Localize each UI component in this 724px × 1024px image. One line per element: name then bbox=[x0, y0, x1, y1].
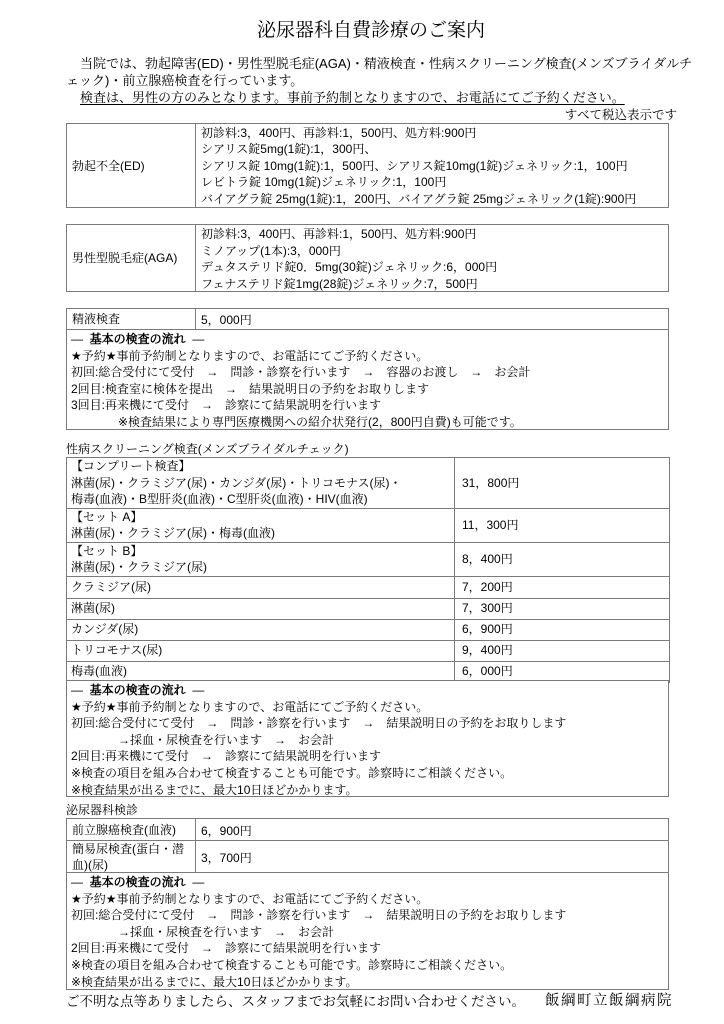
aga-price-line: デュタステリド錠0．5mg(30錠)ジェネリック:6，000円 bbox=[201, 260, 498, 274]
ed-price-line: シアリス錠5mg(1錠):1，300円、 bbox=[201, 142, 377, 157]
std-heading: 性病スクリーニング検査(メンズブライダルチェック) bbox=[66, 442, 349, 456]
aga-label: 男性型脱毛症(AGA) bbox=[67, 225, 196, 291]
urology-row bbox=[66, 818, 669, 841]
table-row bbox=[67, 508, 670, 542]
std-item-detail: 淋菌(尿)・クラミジア(尿) bbox=[71, 560, 207, 574]
aga-price-line: フェナステリド錠1mg(28錠)ジェネリック:7，500円 bbox=[201, 276, 478, 291]
std-item-detail: 淋菌(尿)・クラミジア(尿)・梅毒(血液) bbox=[71, 526, 275, 540]
semen-test-label: 精液検査 bbox=[67, 309, 196, 329]
ed-price-line: バイアグラ錠 25mg(1錠):1，200円、バイアグラ錠 25mgジェネリック(1錠):900円 bbox=[201, 191, 637, 206]
std-price: 7，300円 bbox=[455, 598, 670, 619]
flow-line: →採血・尿検査を行います → お会計 bbox=[118, 732, 335, 747]
flow-line: 初回:総合受付にて受付 → 問診・診察を行います → 結果説明日の予約をお取りします bbox=[71, 716, 567, 731]
table-row bbox=[67, 458, 670, 509]
dash: ― bbox=[71, 332, 83, 346]
flow-line: 3回目:再来機にて受付 → 診察にて結果説明を行います bbox=[71, 398, 382, 413]
std-item: カンジダ(尿) bbox=[67, 619, 455, 640]
std-item-detail: 淋菌(尿)・クラミジア(尿)・カンジダ(尿)・トリコモナス(尿)・ bbox=[71, 475, 402, 490]
flow-line: ★予約★事前予約制となりますので、お電話にてご予約ください。 bbox=[71, 891, 429, 906]
std-item-title: 【コンプリート検査】 bbox=[71, 459, 191, 473]
flow-heading bbox=[71, 331, 664, 348]
std-item bbox=[67, 508, 455, 542]
flow-line: 2回目:再来機にて受付 → 診察にて結果説明を行います bbox=[71, 749, 382, 764]
ed-price-line: レビトラ錠 10mg(1錠)ジェネリック:1，100円 bbox=[201, 175, 447, 190]
flow-note: ※検査結果が出るまでに、最大10日ほどかかります。 bbox=[71, 782, 358, 797]
intro-line-2: ェック)・前立腺癌検査を行っています。 bbox=[66, 73, 304, 88]
ed-price-line: シアリス錠 10mg(1錠):1，500円、シアリス錠10mg(1錠)ジェネリック:1，100円 bbox=[201, 158, 628, 173]
std-item-title: 【セット B】 bbox=[71, 543, 143, 558]
table-row bbox=[67, 542, 670, 576]
aga-table bbox=[66, 224, 669, 292]
std-price: 11，300円 bbox=[455, 508, 670, 542]
std-item: 梅毒(血液) bbox=[67, 661, 455, 682]
aga-price-line: ミノアップ(1本):3，000円 bbox=[201, 243, 341, 258]
ed-price-line: 初診料:3，400円、再診料:1，500円、処方料:900円 bbox=[201, 126, 477, 140]
std-item-title: 【セット A】 bbox=[71, 509, 143, 524]
flow-heading-text: 基本の検査の流れ bbox=[89, 683, 186, 697]
flow-heading bbox=[71, 682, 664, 699]
ed-label: 勃起不全(ED) bbox=[67, 124, 196, 207]
std-item-detail: 梅毒(血液)・B型肝炎(血液)・C型肝炎(血液)・HIV(血液) bbox=[71, 492, 368, 506]
page-title: 泌尿器科自費診療のご案内 bbox=[257, 20, 486, 41]
flow-heading-text: 基本の検査の流れ bbox=[89, 875, 186, 889]
dash: ― bbox=[192, 332, 205, 346]
semen-test-price: 5，000円 bbox=[201, 313, 252, 327]
std-price: 6，900円 bbox=[455, 619, 670, 640]
flow-note: ※検査の項目を組み合わせて検査することも可能です。診察時にご相談ください。 bbox=[71, 765, 513, 780]
semen-test-flow bbox=[66, 329, 669, 430]
flow-line: ★予約★事前予約制となりますので、お電話にてご予約ください。 bbox=[71, 348, 429, 363]
dash: ― bbox=[71, 683, 83, 697]
table-row bbox=[67, 619, 670, 640]
ed-table bbox=[66, 123, 669, 208]
urology-price: 3，700円 bbox=[201, 850, 252, 865]
std-price: 6，000円 bbox=[455, 661, 670, 682]
std-price: 9，400円 bbox=[455, 640, 670, 661]
urology-item: 簡易尿検査(蛋白・潜血)(尿) bbox=[67, 841, 196, 872]
table-row bbox=[67, 576, 670, 598]
table-row bbox=[67, 598, 670, 619]
flow-line: →採血・尿検査を行います → お会計 bbox=[118, 924, 335, 939]
flow-line: 初回:総合受付にて受付 → 問診・診察を行います → 容器のお渡し → お会計 bbox=[71, 365, 531, 380]
std-item: 淋菌(尿) bbox=[67, 598, 455, 619]
aga-price-line: 初診料:3，400円、再診料:1，500円、処方料:900円 bbox=[201, 227, 477, 241]
intro-line-1: 当院では、勃起障害(ED)・男性型脱毛症(AGA)・精液検査・性病スクリーニング検査(メンズブライダルチ bbox=[80, 56, 693, 71]
dash: ― bbox=[192, 683, 205, 697]
flow-line: 初回:総合受付にて受付 → 問診・診察を行います → 結果説明日の予約をお取りします bbox=[71, 908, 567, 923]
semen-test-row bbox=[66, 308, 669, 330]
hospital-name: 飯綱町立飯綱病院 bbox=[545, 993, 673, 1009]
std-price-table bbox=[66, 457, 670, 683]
std-item bbox=[67, 458, 455, 509]
aga-price-list bbox=[196, 225, 668, 291]
std-price: 8，400円 bbox=[455, 542, 670, 576]
urology-row bbox=[66, 840, 669, 873]
dash: ― bbox=[71, 875, 83, 889]
std-item bbox=[67, 542, 455, 576]
urology-item: 前立腺癌検査(血液) bbox=[67, 819, 196, 840]
std-item: トリコモナス(尿) bbox=[67, 640, 455, 661]
flow-line: ★予約★事前予約制となりますので、お電話にてご予約ください。 bbox=[71, 699, 429, 714]
footer-message: ご不明な点等ありましたら、スタッフまでお気軽にお問い合わせください。 bbox=[66, 994, 525, 1009]
flow-note: ※検査結果により専門医療機関への紹介状発行(2，800円自費)も可能です。 bbox=[118, 414, 522, 429]
std-price: 31，800円 bbox=[455, 458, 670, 509]
std-price: 7，200円 bbox=[455, 576, 670, 598]
tax-note: すべて税込表示です bbox=[564, 108, 677, 122]
urology-price: 6，900円 bbox=[201, 823, 252, 838]
flow-note: ※検査の項目を組み合わせて検査することも可能です。診察時にご相談ください。 bbox=[71, 957, 513, 972]
urology-flow bbox=[66, 872, 669, 990]
table-row bbox=[67, 640, 670, 661]
flow-line: 2回目:再来機にて受付 → 診察にて結果説明を行います bbox=[71, 941, 382, 956]
std-flow bbox=[66, 680, 669, 797]
flow-note: ※検査結果が出るまでに、最大10日ほどかかります。 bbox=[71, 974, 358, 989]
table-row bbox=[67, 661, 670, 682]
ed-price-list bbox=[196, 124, 668, 207]
flow-line: 2回目:検査室に検体を提出 → 結果説明日の予約をお取りします bbox=[71, 381, 430, 396]
intro-notice: 検査は、男性の方のみとなります。事前予約制となりますので、お電話にてご予約ください。 bbox=[80, 90, 625, 105]
urology-heading: 泌尿器科検診 bbox=[66, 803, 139, 817]
dash: ― bbox=[192, 875, 205, 889]
flow-heading-text: 基本の検査の流れ bbox=[89, 332, 186, 346]
std-item: クラミジア(尿) bbox=[67, 576, 455, 598]
flow-heading bbox=[71, 874, 664, 891]
